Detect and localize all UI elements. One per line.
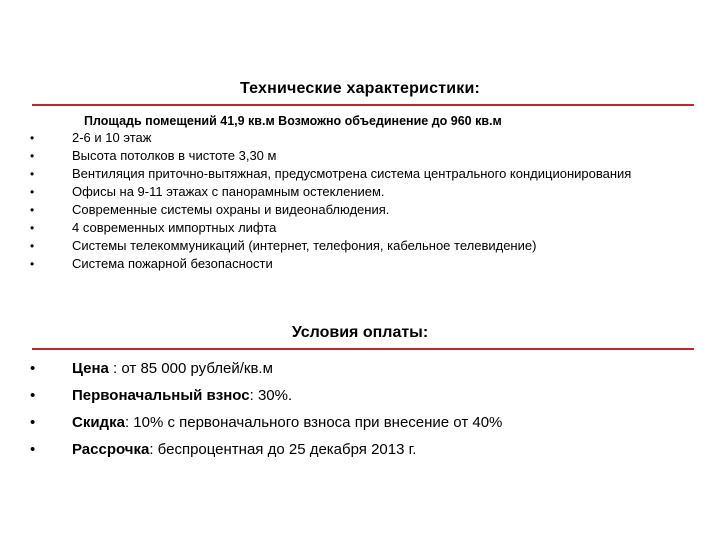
bullet-icon: •: [30, 414, 36, 431]
bullet-icon: •: [30, 131, 35, 145]
spec-text: Вентиляция приточно-вытяжная, предусмотрена система центрального кондиционирования: [72, 166, 632, 181]
spec-item: [0, 203, 720, 217]
bullet-icon: •: [30, 239, 35, 253]
payment-text: : беспроцентная до 25 декабря 2013 г.: [149, 441, 417, 458]
payment-text: : 10% с первоначального взноса при внесение от 40%: [124, 414, 503, 431]
spec-item: [0, 131, 720, 145]
payment-item-down-payment: [0, 386, 720, 413]
spec-text: 4 современных импортных лифта: [72, 220, 277, 235]
spec-text: Современные системы охраны и видеонаблюдения.: [72, 202, 390, 217]
spec-item: [0, 239, 720, 253]
technical-specs-title: Технические характеристики:: [239, 80, 481, 97]
title-underline-rule: [32, 104, 694, 106]
payment-label: Цена: [72, 360, 109, 377]
area-info-line: Площадь помещений 41,9 кв.м Возможно объединение до 960 кв.м: [84, 114, 502, 128]
spec-item: [0, 167, 720, 181]
payment-terms-title: Условия оплаты:: [291, 324, 429, 341]
payment-text: : от 85 000 рублей/кв.м: [108, 360, 273, 377]
bullet-icon: •: [30, 360, 36, 377]
spec-text: Офисы на 9-11 этажах с панорамным остеклением.: [72, 184, 385, 199]
bullet-icon: •: [30, 441, 36, 458]
bullet-icon: •: [30, 185, 35, 199]
payment-title-rule: [32, 348, 694, 350]
spec-text: Высота потолков в чистоте 3,30 м: [72, 148, 277, 163]
spec-text: Системы телекоммуникаций (интернет, телефония, кабельное телевидение): [72, 238, 537, 253]
payment-label: Первоначальный взнос: [72, 387, 250, 404]
payment-text: : 30%.: [249, 387, 293, 404]
specs-list: [0, 131, 720, 275]
payment-item-installment: [0, 440, 720, 467]
spec-text: 2-6 и 10 этаж: [72, 130, 152, 145]
bullet-icon: •: [30, 167, 35, 181]
payment-item-discount: [0, 413, 720, 440]
spec-item: [0, 185, 720, 199]
bullet-icon: •: [30, 203, 35, 217]
payment-list: [0, 359, 720, 467]
spec-item: [0, 257, 720, 271]
bullet-icon: •: [30, 221, 35, 235]
payment-label: Скидка: [72, 414, 125, 431]
bullet-icon: •: [30, 257, 35, 271]
bullet-icon: •: [30, 149, 35, 163]
payment-label: Рассрочка: [72, 441, 150, 458]
spec-item: [0, 149, 720, 163]
spec-text: Система пожарной безопасности: [72, 256, 273, 271]
spec-item: [0, 221, 720, 235]
payment-item-price: [0, 359, 720, 386]
bullet-icon: •: [30, 387, 36, 404]
